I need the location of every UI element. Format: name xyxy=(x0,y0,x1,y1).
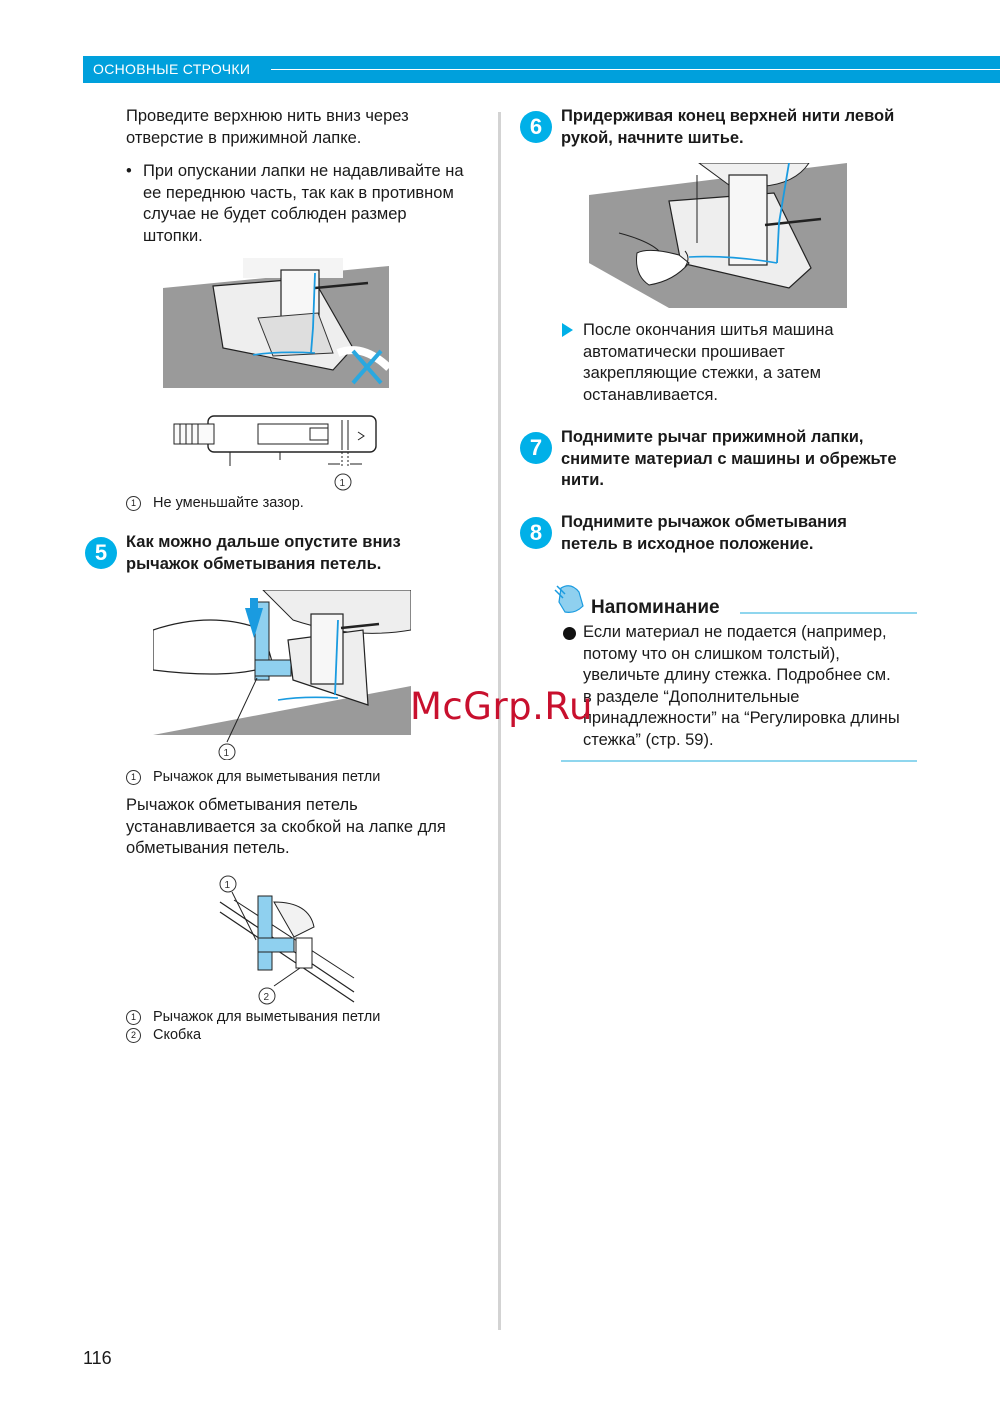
figure-buttonhole-foot-gap xyxy=(170,410,385,495)
text-line: отверстие в прижимной лапке. xyxy=(126,128,362,147)
figure3-caption xyxy=(126,768,380,786)
bullet-mark: • xyxy=(126,162,132,180)
page-number: 116 xyxy=(83,1348,112,1368)
caption-text: Рычажок для выметывания петли xyxy=(153,769,381,785)
step-6-badge: 6 xyxy=(520,111,552,143)
step-6-result xyxy=(583,320,834,406)
text-line: нити. xyxy=(561,471,604,489)
text-line: Поднимите рычажок обметывания xyxy=(561,513,847,531)
step-7-badge: 7 xyxy=(520,432,552,464)
text-line: останавливается. xyxy=(583,385,719,404)
section-header-bar xyxy=(83,56,1000,83)
figure4-caption-2 xyxy=(126,1026,201,1044)
bullet-note xyxy=(126,161,486,251)
callout-number: 1 xyxy=(126,1010,141,1025)
step-5-text xyxy=(126,532,401,575)
figure1-caption xyxy=(126,494,304,512)
text-line: обметывания петель. xyxy=(126,839,290,857)
text-line: Придерживая конец верхней нити левой xyxy=(561,107,895,125)
text-line: рукой, начните шитье. xyxy=(561,128,744,147)
callout-number: 2 xyxy=(126,1028,141,1043)
svg-text:2: 2 xyxy=(263,992,270,1003)
figure-lever-bracket xyxy=(214,872,359,1007)
header-rule xyxy=(271,69,1000,70)
figure4-caption-1 xyxy=(126,1008,380,1026)
step-8-text xyxy=(561,512,847,555)
lever-position-text xyxy=(126,795,446,860)
text-line: Как можно дальше опустите вниз xyxy=(126,533,401,551)
text-line: После окончания шитья машина xyxy=(583,321,834,339)
text-line: Если материал не подается (например, xyxy=(583,623,887,641)
text-line: Поднимите рычаг прижимной лапки, xyxy=(561,428,864,446)
bell-icon xyxy=(553,584,589,618)
step-8-badge: 8 xyxy=(520,517,552,549)
figure-lower-buttonhole-lever xyxy=(153,590,411,760)
text-line: в разделе “Дополнительные xyxy=(583,687,800,706)
text-line: рычажок обметывания петель. xyxy=(126,554,382,573)
callout-number: 1 xyxy=(126,496,141,511)
text-line: Проведите верхнюю нить вниз через xyxy=(126,107,409,125)
section-title: ОСНОВНЫЕ СТРОЧКИ xyxy=(93,61,251,77)
text-line: потому что он слишком толстый), xyxy=(583,644,840,663)
text-line: увеличьте длину стежка. Подробнее см. xyxy=(583,666,891,684)
text-line: снимите материал с машины и обрежьте xyxy=(561,449,897,468)
svg-text:1: 1 xyxy=(339,478,346,489)
note-bullet xyxy=(563,627,576,640)
result-arrow-icon xyxy=(562,323,573,337)
text-line: закрепляющие стежки, а затем xyxy=(583,364,822,382)
text-line: ее переднюю часть, так как в противном xyxy=(143,183,454,202)
svg-text:1: 1 xyxy=(224,880,231,891)
text-line: устанавливается за скобкой на лапке для xyxy=(126,817,446,836)
note-text xyxy=(583,622,900,751)
figure-hold-thread-sewing xyxy=(589,163,847,308)
caption-text: Скобка xyxy=(153,1027,202,1043)
figure-presser-foot-cross xyxy=(163,258,389,388)
step-6-text xyxy=(561,106,894,149)
note-title: Напоминание xyxy=(591,597,720,618)
note-title-rule xyxy=(740,612,917,614)
step-7-text xyxy=(561,427,897,492)
caption-text: Не уменьшайте зазор. xyxy=(153,495,304,511)
bullet-text xyxy=(143,161,483,247)
text-line: штопки. xyxy=(143,226,203,245)
note-bottom-rule xyxy=(561,760,917,762)
text-line: автоматически прошивает xyxy=(583,342,785,361)
watermark: McGrp.Ru xyxy=(410,685,593,728)
text-line: При опускании лапки не надавливайте на xyxy=(143,162,464,180)
intro-text xyxy=(126,106,409,149)
callout-number: 1 xyxy=(126,770,141,785)
text-line: случае не будет соблюден размер xyxy=(143,205,407,223)
caption-text: Рычажок для выметывания петли xyxy=(153,1009,381,1025)
svg-text:1: 1 xyxy=(223,748,230,759)
text-line: Рычажок обметывания петель xyxy=(126,796,358,814)
text-line: стежка” (стр. 59). xyxy=(583,730,714,749)
text-line: петель в исходное положение. xyxy=(561,534,814,553)
text-line: принадлежности” на “Регулировка длины xyxy=(583,709,900,727)
step-5-badge: 5 xyxy=(85,537,117,569)
